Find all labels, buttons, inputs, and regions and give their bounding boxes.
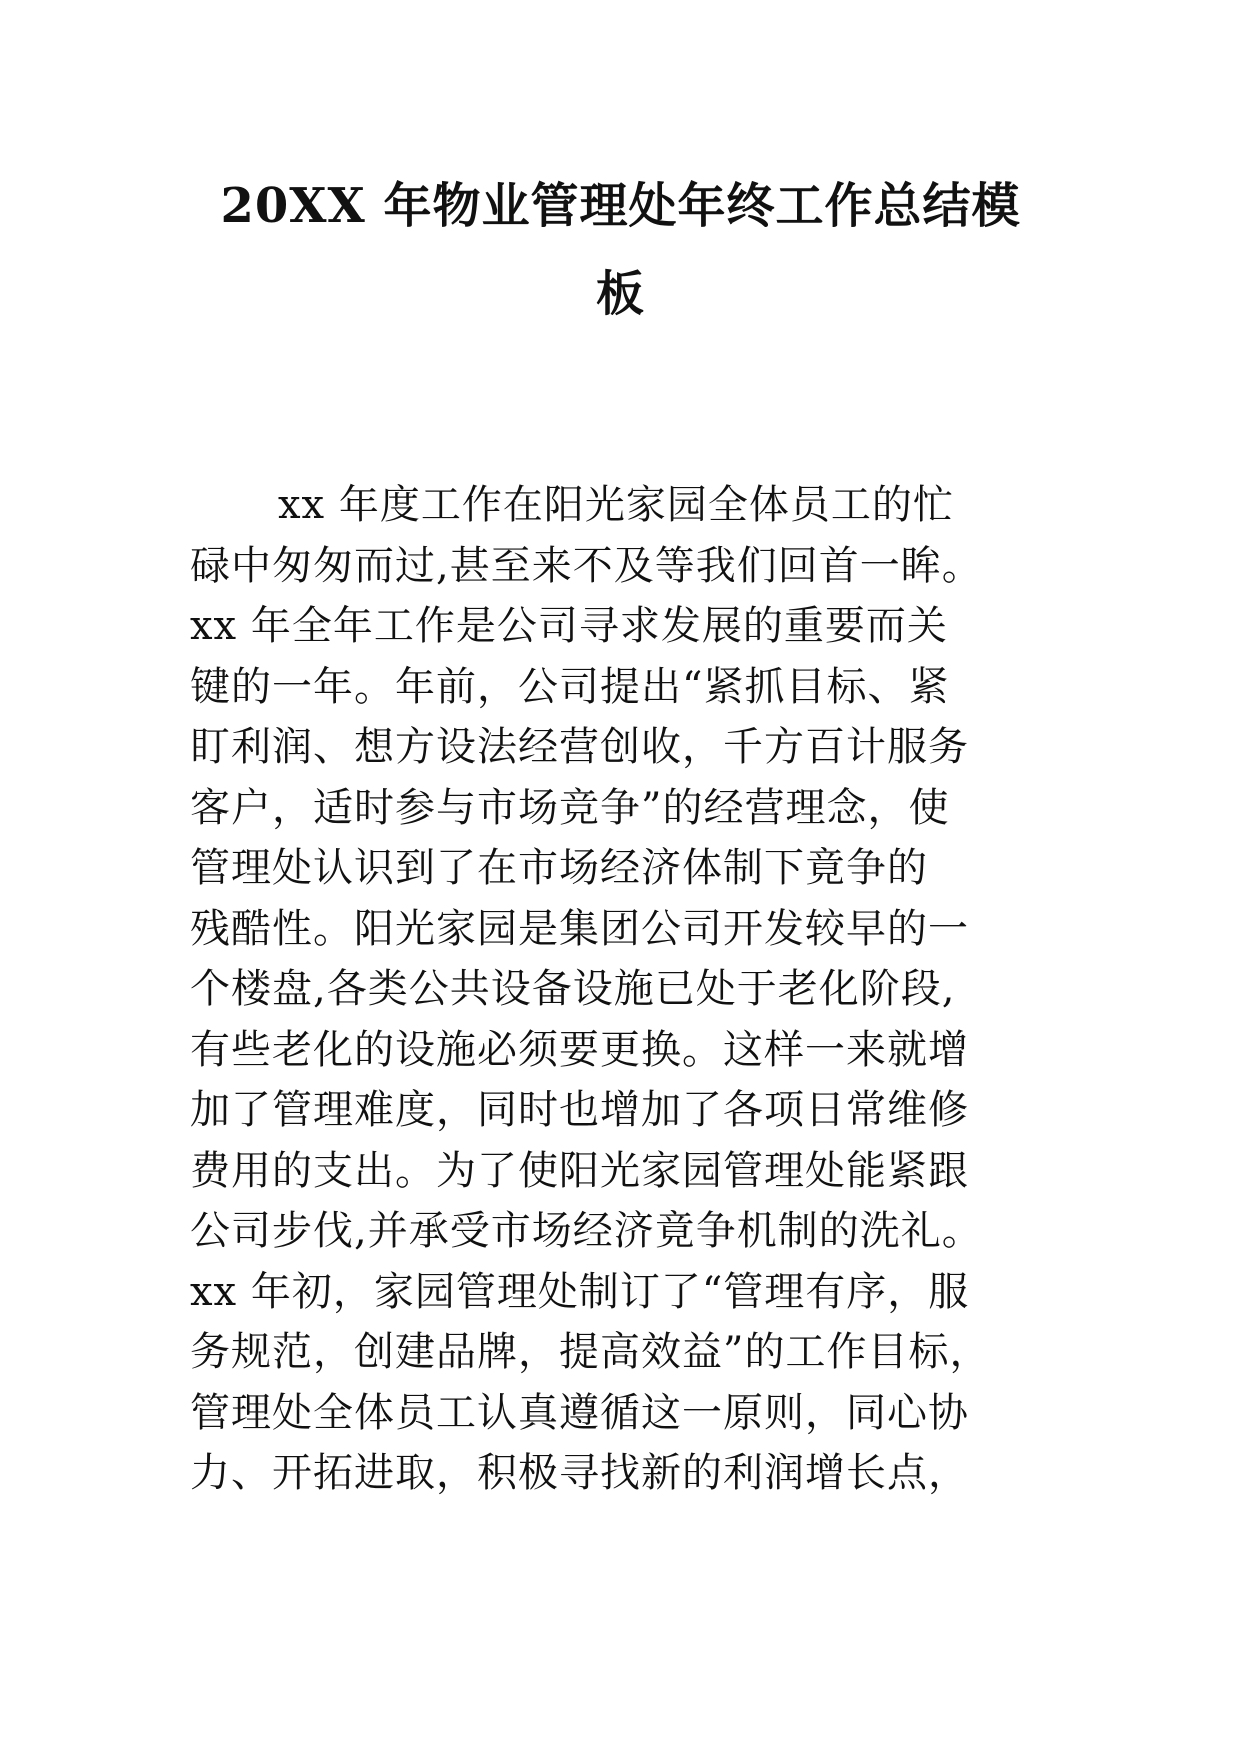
paragraph-line: 公司步伐,并承受市场经济竟争机制的洗礼。 [190,1208,983,1254]
paragraph-line: xx 年全年工作是公司寻求发展的重要而关 [190,603,948,649]
paragraph-line: 盯利润、想方设法经营创收，千方百计服务 [190,724,969,770]
paragraph-line: 管理处认识到了在市场经济体制下竟争的 [190,845,928,891]
paragraph-line: 务规范，创建品牌，提高效益”的工作目标， [190,1329,991,1375]
document-title [180,162,1061,338]
paragraph-line: 残酷性。阳光家园是集团公司开发较早的一 [190,905,969,952]
paragraph-line: 费用的支出。为了使阳光家园管理处能紧跟 [190,1147,969,1194]
paragraph-line: 有些老化的设施必须要更换。这样一来就增 [190,1026,969,1073]
paragraph-line: 碌中匆匆而过,甚至来不及等我们回首一眸。 [190,542,983,589]
title-line-1: 20XX 年物业管理处年终工作总结模 [220,178,1021,234]
paragraph-line: 个楼盘,各类公共设备设施已处于老化阶段, [190,966,956,1012]
paragraph-line: 管理处全体员工认真遵循这一原则，同心协 [190,1389,969,1436]
paragraph-line: 加了管理难度，同时也增加了各项日常维修 [190,1087,969,1133]
paragraph-line: xx 年度工作在阳光家园全体员工的忙 [278,482,954,528]
paragraph-line: 力、开拓进取，积极寻找新的利润增长点， [190,1450,969,1496]
title-line-2: 板 [595,266,645,322]
paragraph-line: 客户，适时参与市场竞争”的经营理念，使 [190,784,950,831]
body-paragraph [190,475,1080,1504]
paragraph-line: xx 年初，家园管理处制订了“管理有序，服 [190,1268,970,1315]
paragraph-line: 键的一年。年前，公司提出“紧抓目标、紧 [190,663,950,710]
